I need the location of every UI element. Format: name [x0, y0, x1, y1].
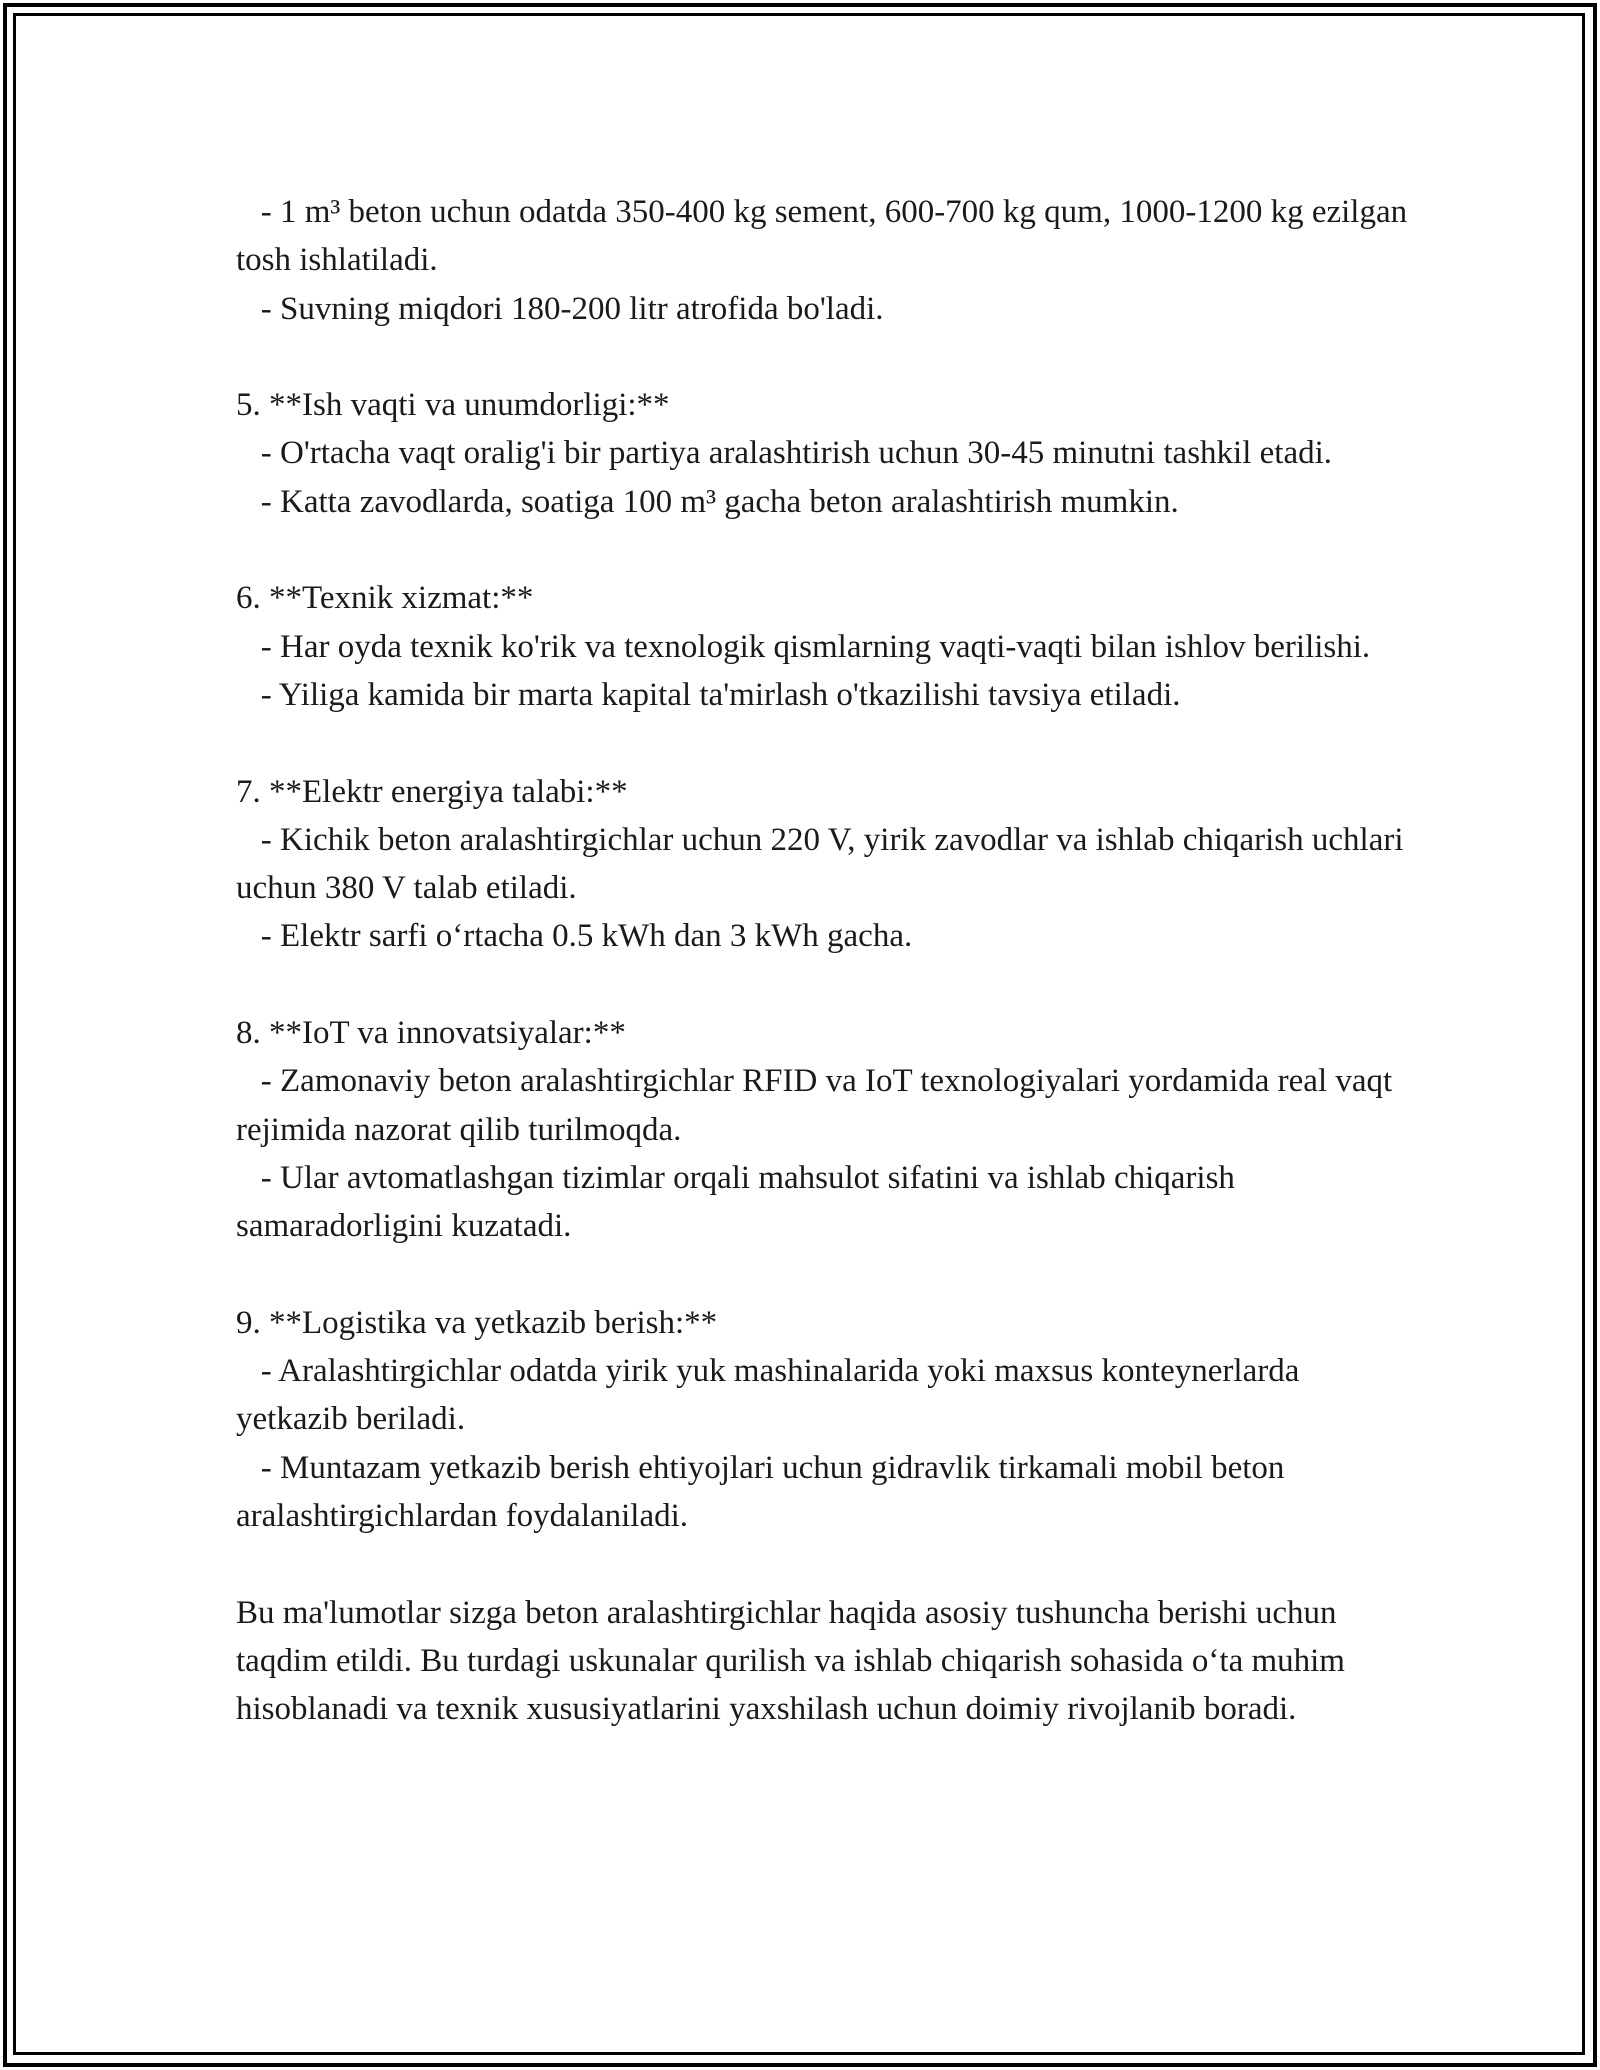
- section-item: - Har oyda texnik ko'rik va texnologik qismlarning vaqti-vaqti bilan ishlov berilishi.: [236, 628, 1371, 665]
- document-body: [236, 188, 1416, 1734]
- section-heading: 6. **Texnik xizmat:**: [236, 580, 534, 617]
- section-9: [236, 1299, 1416, 1540]
- section-heading: 8. **IoT va innovatsiyalar:**: [236, 1015, 626, 1052]
- section-heading: 7. **Elektr energiya talabi:**: [236, 773, 628, 810]
- section-item: - Aralashtirgichlar odatda yirik yuk mashinalarida yoki maxsus konteynerlarda yetkazib beriladi.: [236, 1353, 1308, 1438]
- section-item: - Katta zavodlarda, soatiga 100 m³ gacha beton aralashtirish mumkin.: [236, 483, 1179, 520]
- intro-line-2: - Suvning miqdori 180-200 litr atrofida bo'ladi.: [236, 290, 884, 327]
- conclusion-paragraph: Bu ma'lumotlar sizga beton aralashtirgichlar haqida asosiy tushuncha berishi uchun taqdim etildi. Bu turdagi uskunalar qurilish va ishlab chiqarish sohasida o‘ta muhim hisoblanadi va texnik xususiyatlarini yaxshilash uchun doimiy rivojlanib boradi.: [236, 1594, 1354, 1728]
- section-item: - Zamonaviy beton aralashtirgichlar RFID va IoT texnologiyalari yordamida real vaqt rejimida nazorat qilib turilmoqda.: [236, 1063, 1401, 1148]
- section-7: [236, 768, 1416, 961]
- section-heading: 9. **Logistika va yetkazib berish:**: [236, 1304, 718, 1341]
- section-6: [236, 574, 1416, 719]
- paragraph-gap: [236, 1540, 1416, 1588]
- paragraph-gap: [236, 526, 1416, 574]
- section-8: [236, 1009, 1416, 1250]
- intro-line-1: - 1 m³ beton uchun odatda 350-400 kg sement, 600-700 kg qum, 1000-1200 kg ezilgan tosh ishlatiladi.: [236, 194, 1416, 279]
- paragraph-gap: [236, 1251, 1416, 1299]
- section-item: - O'rtacha vaqt oralig'i bir partiya aralashtirish uchun 30-45 minutni tashkil etadi.: [236, 435, 1333, 472]
- section-item: - Muntazam yetkazib berish ehtiyojlari uchun gidravlik tirkamali mobil beton aralashtirgichlardan foydalaniladi.: [236, 1449, 1293, 1535]
- paragraph-gap: [236, 719, 1416, 767]
- section-heading: 5. **Ish vaqti va unumdorligi:**: [236, 387, 670, 424]
- section-item: - Yiliga kamida bir marta kapital ta'mirlash o'tkazilishi tavsiya etiladi.: [236, 676, 1181, 713]
- section-item: - Elektr sarfi o‘rtacha 0.5 kWh dan 3 kWh gacha.: [236, 918, 913, 955]
- section-item: - Kichik beton aralashtirgichlar uchun 220 V, yirik zavodlar va ishlab chiqarish uchlari uchun 380 V talab etiladi.: [236, 821, 1412, 907]
- paragraph-gap: [236, 961, 1416, 1009]
- section-5: [236, 381, 1416, 526]
- section-item: - Ular avtomatlashgan tizimlar orqali mahsulot sifatini va ishlab chiqarish samaradorligini kuzatadi.: [236, 1159, 1244, 1245]
- paragraph-gap: [236, 333, 1416, 381]
